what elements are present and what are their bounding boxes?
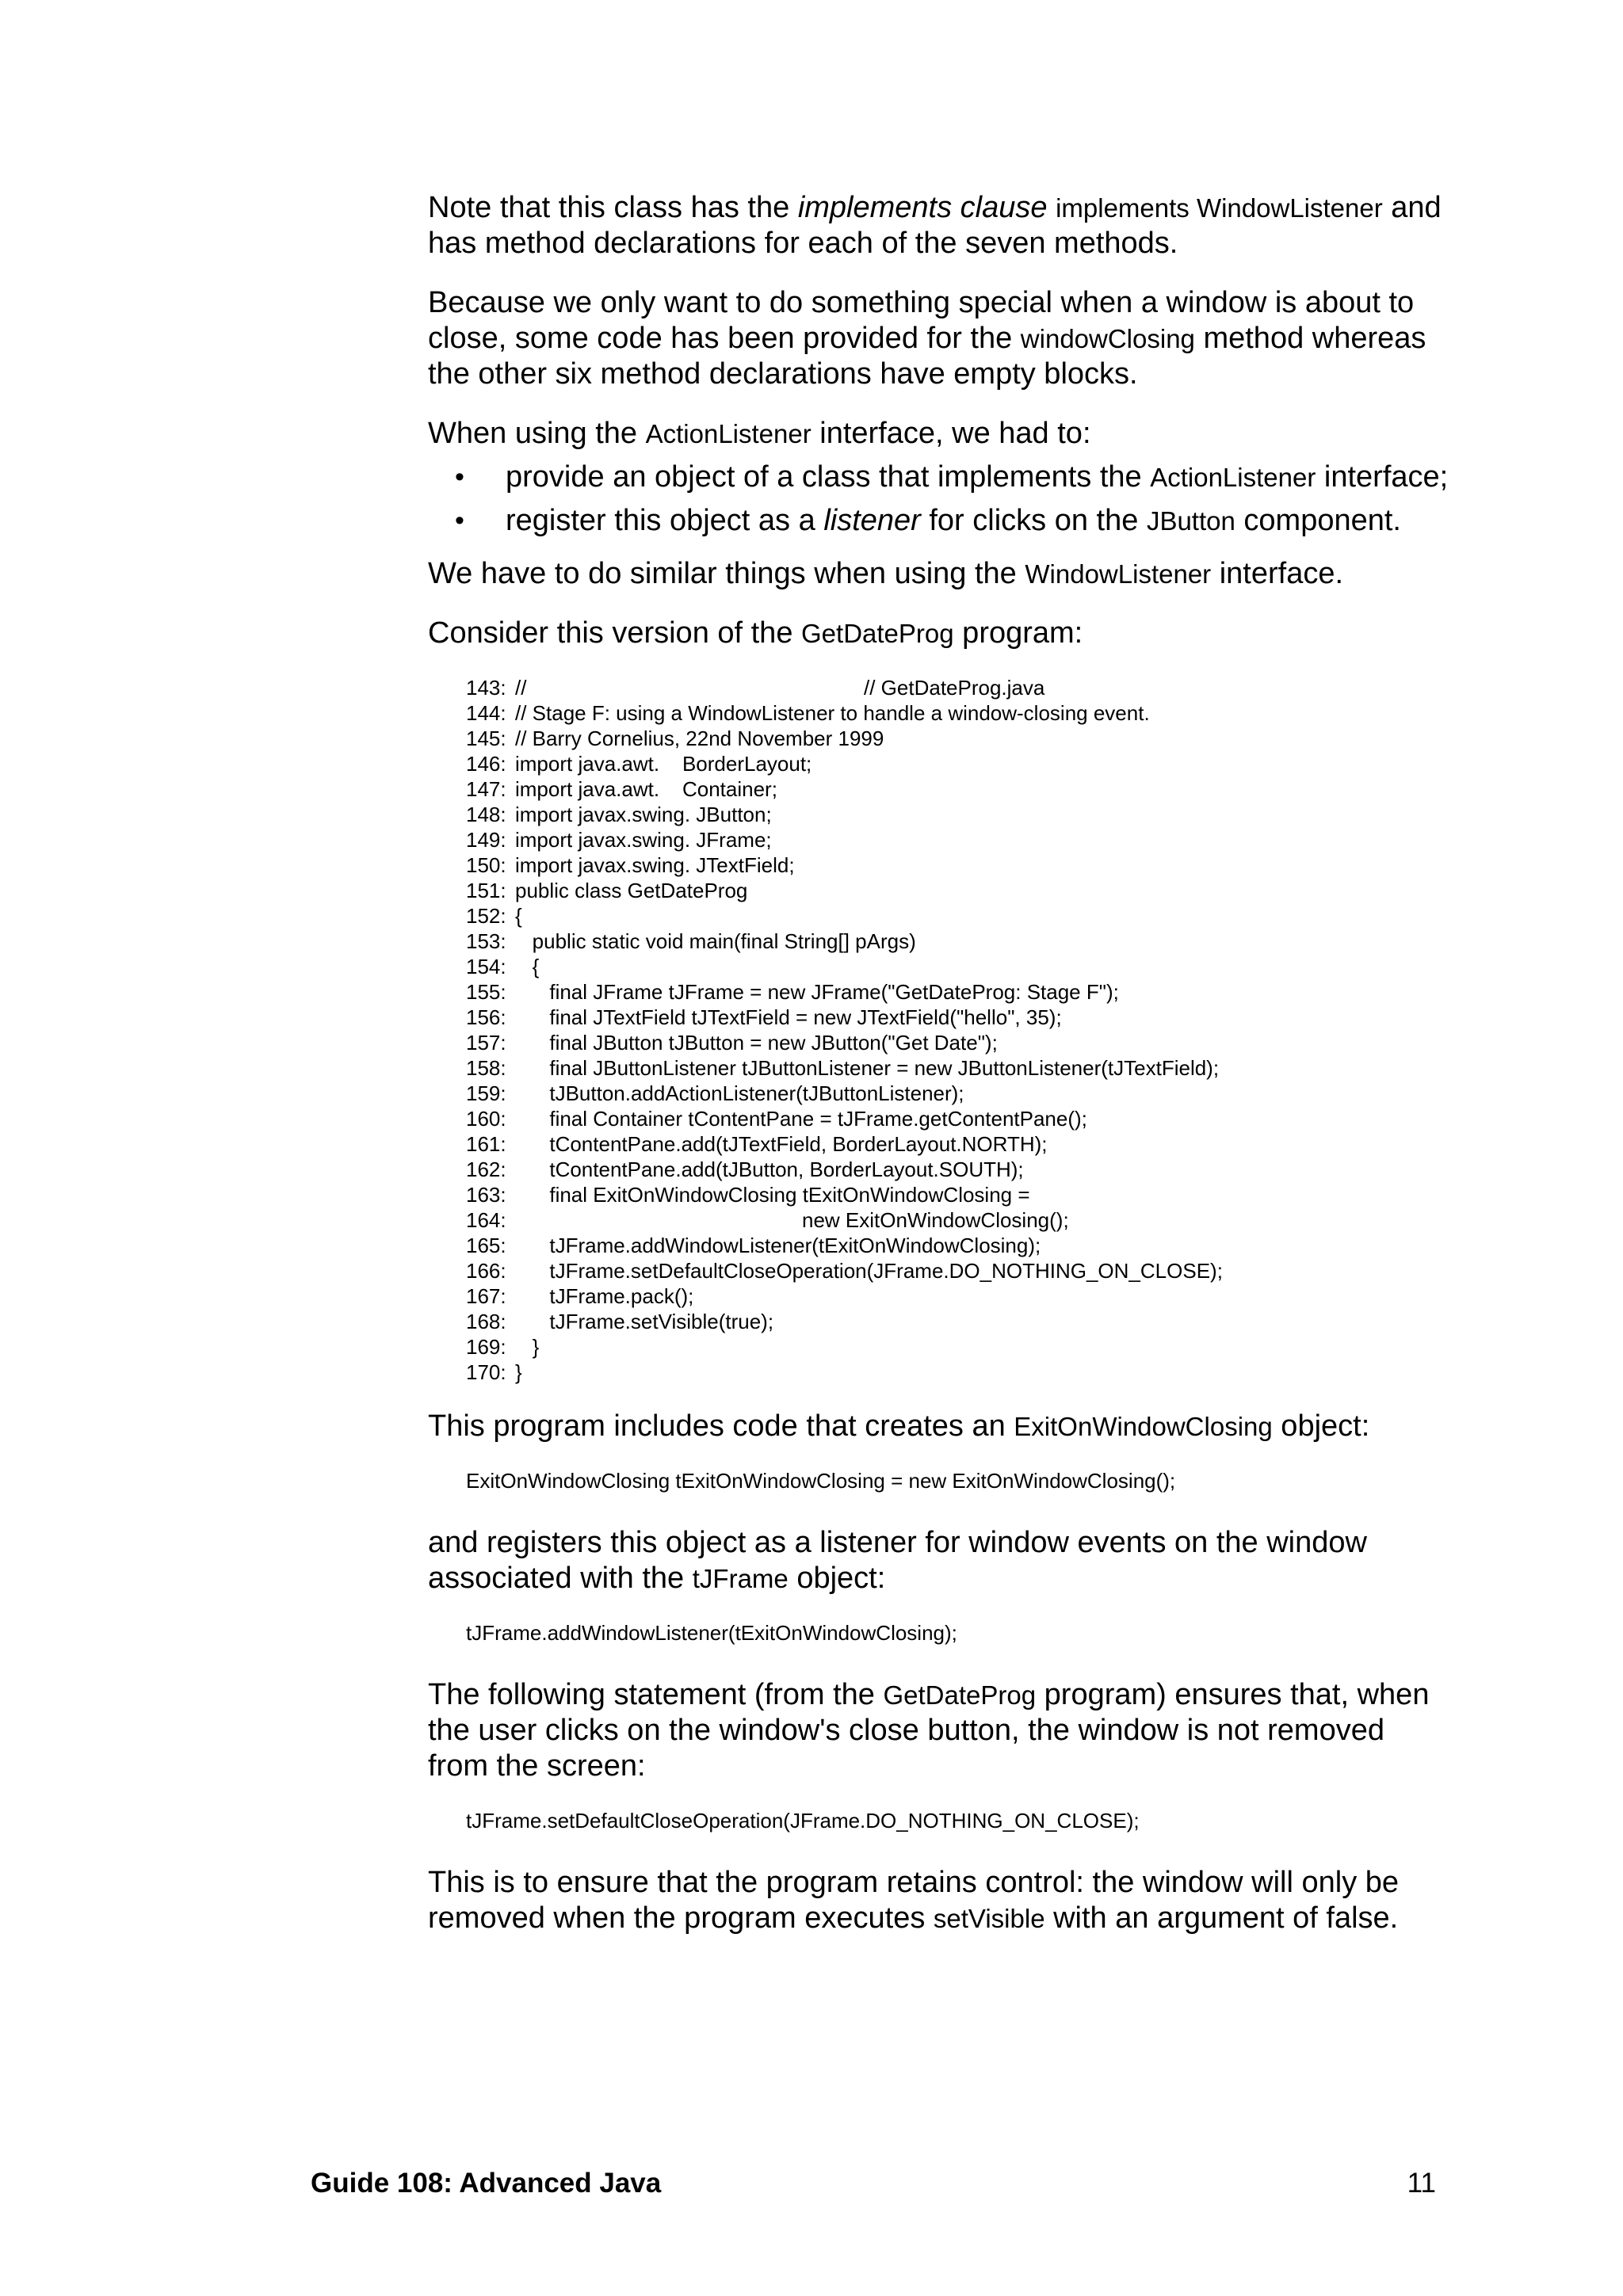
paragraph-creates-object <box>428 1409 1450 1444</box>
bullet-item <box>428 503 1450 539</box>
code-line <box>466 1081 1450 1106</box>
text <box>1048 191 1056 224</box>
text: for clicks on the <box>920 504 1147 537</box>
line-number: 151: <box>466 879 506 902</box>
paragraph-window-listener <box>428 556 1450 592</box>
line-number: 167: <box>466 1284 506 1308</box>
paragraph-retains-control <box>428 1865 1450 1936</box>
bullet-list <box>428 460 1450 539</box>
code-line <box>466 852 1450 878</box>
text: program) ensures that, when the user clicks on the window's close button, the window is not removed from the screen: <box>428 1678 1430 1783</box>
paragraph-following-statement <box>428 1677 1450 1784</box>
code-line <box>466 1309 1450 1334</box>
footer-title: Guide 108: Advanced Java <box>311 2168 662 2199</box>
code-text: import javax.swing. JTextField; <box>515 853 795 877</box>
code-text: import java.awt. BorderLayout; <box>515 752 812 776</box>
line-number: 148: <box>466 803 506 826</box>
line-number: 169: <box>466 1335 506 1359</box>
inline-code: JButton <box>1146 506 1235 536</box>
text: method whereas the other six method declarations have empty blocks. <box>428 322 1426 391</box>
code-line <box>466 1207 1450 1233</box>
paragraph-action-listener <box>428 416 1450 452</box>
code-snippet: ExitOnWindowClosing tExitOnWindowClosing = new ExitOnWindowClosing(); <box>466 1469 1176 1493</box>
code-text: final JFrame tJFrame = new JFrame("GetDateProg: Stage F"); <box>515 980 1119 1004</box>
line-number: 147: <box>466 777 506 801</box>
code-text: // Stage F: using a WindowListener to handle a window-closing event. <box>515 701 1150 725</box>
line-number: 155: <box>466 980 506 1004</box>
paragraph-consider <box>428 616 1450 651</box>
code-line <box>466 751 1450 776</box>
code-text: tJFrame.setDefaultCloseOperation(JFrame.DO_NOTHING_ON_CLOSE); <box>515 1259 1223 1283</box>
code-text: public class GetDateProg <box>515 879 748 902</box>
line-number: 162: <box>466 1158 506 1181</box>
line-number: 156: <box>466 1005 506 1029</box>
line-number: 166: <box>466 1259 506 1283</box>
code-line <box>466 954 1450 979</box>
line-number: 145: <box>466 727 506 750</box>
code-text: final JButton tJButton = new JButton("Get Date"); <box>515 1031 998 1055</box>
code-line <box>466 1055 1450 1081</box>
text: interface. <box>1211 557 1344 590</box>
text: with an argument of false. <box>1044 1901 1399 1935</box>
code-line <box>466 878 1450 903</box>
inline-code: GetDateProg <box>883 1680 1037 1710</box>
line-number: 153: <box>466 929 506 953</box>
code-snippet: tJFrame.addWindowListener(tExitOnWindowClosing); <box>466 1621 957 1645</box>
line-number: 163: <box>466 1183 506 1207</box>
code-line <box>466 1030 1450 1055</box>
inline-code: tJFrame <box>692 1564 789 1593</box>
code-line <box>466 1131 1450 1157</box>
code-text: // Barry Cornelius, 22nd November 1999 <box>515 727 884 750</box>
inline-code: implements WindowListener <box>1056 193 1383 223</box>
line-number: 149: <box>466 828 506 852</box>
inline-code: windowClosing <box>1020 324 1195 353</box>
code-text: tJButton.addActionListener(tJButtonListener); <box>515 1081 964 1105</box>
text: When using the <box>428 417 646 450</box>
code-line <box>466 1005 1450 1030</box>
code-line <box>466 1182 1450 1207</box>
code-listing <box>466 675 1450 1385</box>
line-number: 161: <box>466 1132 506 1156</box>
code-text: tJFrame.setVisible(true); <box>515 1310 774 1333</box>
line-number: 160: <box>466 1107 506 1131</box>
inline-code: ExitOnWindowClosing <box>1014 1412 1273 1441</box>
text: Note that this class has the <box>428 191 798 224</box>
code-text: import java.awt. Container; <box>515 777 777 801</box>
line-number: 143: <box>466 676 506 700</box>
line-number: 164: <box>466 1208 506 1232</box>
text: register this object as a <box>506 504 824 537</box>
paragraph-implements <box>428 190 1450 261</box>
emphasis-text: listener <box>823 504 921 537</box>
line-number: 170: <box>466 1360 506 1384</box>
code-line <box>466 827 1450 852</box>
code-line <box>466 1106 1450 1131</box>
code-line <box>466 726 1450 751</box>
code-line <box>466 1233 1450 1258</box>
text: program: <box>953 616 1083 650</box>
line-number: 152: <box>466 904 506 928</box>
line-number: 157: <box>466 1031 506 1055</box>
code-text: tContentPane.add(tJButton, BorderLayout.SOUTH); <box>515 1158 1024 1181</box>
text: interface; <box>1316 460 1449 494</box>
code-line <box>466 1258 1450 1283</box>
inline-code: ActionListener <box>1150 463 1316 492</box>
code-text: tContentPane.add(tJTextField, BorderLayout.NORTH); <box>515 1132 1048 1156</box>
line-number: 146: <box>466 752 506 776</box>
text: and registers this object as a listener for window events on the window associated with the <box>428 1526 1367 1595</box>
text: provide an object of a class that implements the <box>506 460 1151 494</box>
code-line <box>466 700 1450 726</box>
line-number: 150: <box>466 853 506 877</box>
code-text: { <box>515 904 522 928</box>
text: The following statement (from the <box>428 1678 884 1711</box>
line-number: 165: <box>466 1234 506 1257</box>
text: We have to do similar things when using the <box>428 557 1025 590</box>
code-text: } <box>515 1360 522 1384</box>
text: This is to ensure that the program retains control: the window will only be removed when the program executes <box>428 1866 1400 1935</box>
code-text: tJFrame.pack(); <box>515 1284 694 1308</box>
code-snippet: tJFrame.setDefaultCloseOperation(JFrame.DO_NOTHING_ON_CLOSE); <box>466 1809 1140 1833</box>
code-line <box>466 675 1450 700</box>
line-number: 144: <box>466 701 506 725</box>
text: Because we only want to do something special when a window is about to close, some code has been provided for the <box>428 286 1415 355</box>
bullet-item <box>428 460 1450 495</box>
code-line <box>466 776 1450 802</box>
code-text: final Container tContentPane = tJFrame.getContentPane(); <box>515 1107 1087 1131</box>
code-line <box>466 1360 1450 1385</box>
line-number: 158: <box>466 1056 506 1080</box>
code-line <box>466 1283 1450 1309</box>
inline-code: setVisible <box>933 1904 1045 1933</box>
line-number: 168: <box>466 1310 506 1333</box>
code-text: import javax.swing. JFrame; <box>515 828 772 852</box>
page-number: 11 <box>1407 2168 1436 2199</box>
code-line <box>466 929 1450 954</box>
code-line <box>466 979 1450 1005</box>
inline-code: WindowListener <box>1025 559 1212 589</box>
code-text: public static void main(final String[] pArgs) <box>515 929 916 953</box>
inline-code: ActionListener <box>645 419 812 448</box>
code-continuation: new ExitOnWindowClosing(); <box>802 1208 1069 1232</box>
text: This program includes code that creates an <box>428 1409 1014 1443</box>
page-content <box>428 190 1450 1960</box>
code-line <box>466 1334 1450 1360</box>
code-line <box>466 1157 1450 1182</box>
code-text: final ExitOnWindowClosing tExitOnWindowClosing = <box>515 1183 1030 1207</box>
code-text: { <box>515 955 540 978</box>
code-comment-right: // GetDateProg.java <box>864 676 1045 700</box>
text: object: <box>1272 1409 1370 1443</box>
page-footer <box>311 2168 1436 2206</box>
emphasis-text: implements clause <box>797 191 1048 224</box>
code-text: tJFrame.addWindowListener(tExitOnWindowClosing); <box>515 1234 1041 1257</box>
code-text: final JButtonListener tJButtonListener = new JButtonListener(tJTextField); <box>515 1056 1220 1080</box>
text: component. <box>1235 504 1401 537</box>
line-number: 154: <box>466 955 506 978</box>
code-line <box>466 903 1450 929</box>
text: interface, we had to: <box>811 417 1091 450</box>
code-text: } <box>515 1335 540 1359</box>
code-text: // <box>515 676 527 700</box>
paragraph-registers <box>428 1525 1450 1596</box>
text: Consider this version of the <box>428 616 802 650</box>
code-line <box>466 802 1450 827</box>
code-text: final JTextField tJTextField = new JTextField("hello", 35); <box>515 1005 1062 1029</box>
code-text: import javax.swing. JButton; <box>515 803 772 826</box>
paragraph-window-closing <box>428 285 1450 392</box>
text: object: <box>788 1562 886 1595</box>
inline-code: GetDateProg <box>801 619 954 648</box>
line-number: 159: <box>466 1081 506 1105</box>
text: and has method declarations for each of the seven methods. <box>428 191 1442 260</box>
